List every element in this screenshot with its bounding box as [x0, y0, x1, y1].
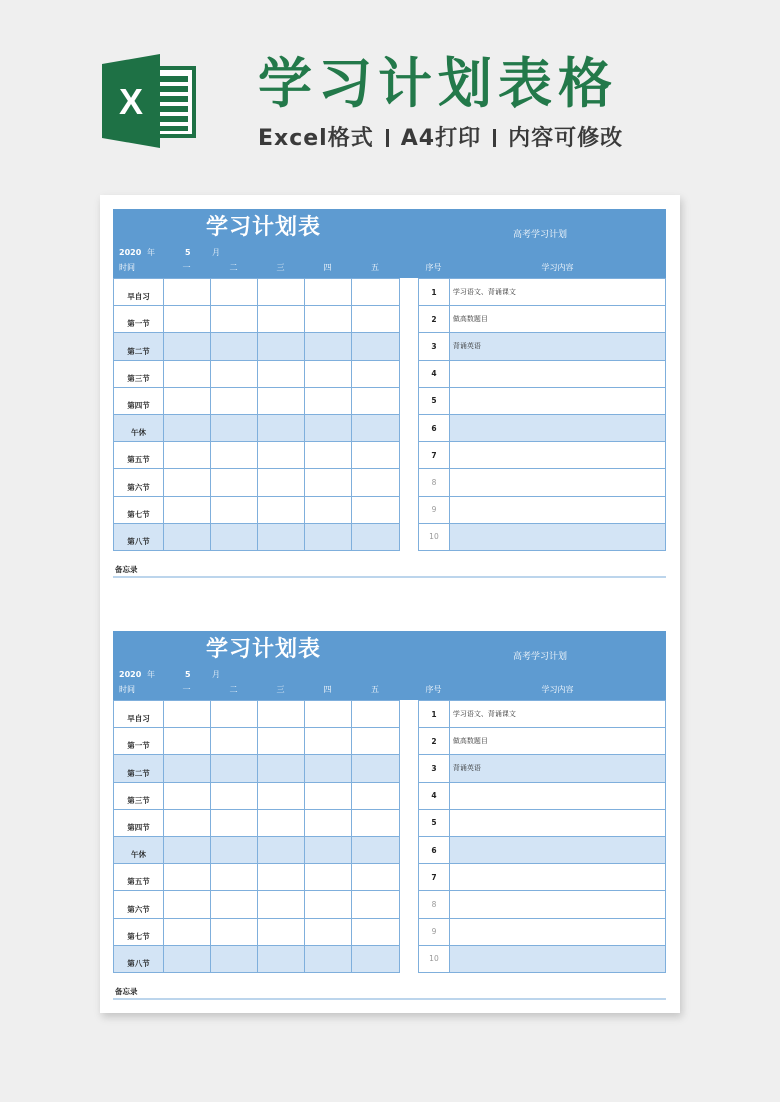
schedule-cell[interactable] — [305, 387, 352, 414]
memo-label: 备忘录 — [115, 565, 138, 574]
schedule-cell[interactable] — [164, 809, 211, 836]
plan-row-content[interactable]: 做高数题目 — [449, 728, 665, 755]
schedule-cell[interactable] — [164, 755, 211, 782]
plan-row-content[interactable] — [449, 414, 665, 441]
plan-row-number: 6 — [419, 414, 450, 441]
schedule-cell[interactable] — [352, 333, 400, 360]
schedule-cell[interactable] — [305, 945, 352, 972]
plan-row — [419, 701, 666, 728]
plan-row — [419, 809, 666, 836]
schedule-cell[interactable] — [352, 864, 400, 891]
schedule-cell[interactable] — [352, 306, 400, 333]
year-label: 年 — [147, 248, 155, 257]
plan-row — [419, 864, 666, 891]
plan-row-content[interactable]: 背诵英语 — [449, 755, 665, 782]
schedule-cell[interactable] — [258, 414, 305, 441]
plan-row-content[interactable] — [449, 469, 665, 496]
plan-row-number: 10 — [419, 523, 450, 550]
schedule-cell[interactable] — [305, 701, 352, 728]
schedule-cell[interactable] — [164, 306, 211, 333]
schedule-row — [114, 414, 400, 441]
plan-row-number: 2 — [419, 728, 450, 755]
schedule-cell[interactable] — [211, 891, 258, 918]
period-label: 午休 — [114, 414, 164, 441]
schedule-cell[interactable] — [305, 755, 352, 782]
schedule-cell[interactable] — [352, 360, 400, 387]
day-header-wed: 三 — [276, 263, 285, 272]
schedule-cell[interactable] — [352, 496, 400, 523]
hero-subtitle — [258, 124, 623, 154]
plan-row-content[interactable] — [449, 945, 665, 972]
period-label: 第五节 — [114, 442, 164, 469]
year-value[interactable]: 2020 — [119, 670, 142, 679]
schedule-cell[interactable] — [211, 523, 258, 550]
period-label: 第七节 — [114, 496, 164, 523]
study-plan-list — [418, 278, 666, 551]
plan-row-content[interactable] — [449, 496, 665, 523]
schedule-row — [114, 809, 400, 836]
period-label: 第八节 — [114, 523, 164, 550]
schedule-cell[interactable] — [211, 414, 258, 441]
schedule-cell[interactable] — [211, 469, 258, 496]
year-label: 年 — [147, 670, 155, 679]
schedule-cell[interactable] — [211, 836, 258, 863]
excel-logo-icon — [102, 54, 198, 148]
schedule-cell[interactable] — [352, 387, 400, 414]
plan-row-number: 2 — [419, 306, 450, 333]
weekly-schedule-grid — [113, 278, 400, 551]
day-header-tue: 二 — [229, 263, 238, 272]
schedule-cell[interactable] — [258, 945, 305, 972]
hero-title: 学习计划表格 — [258, 52, 618, 115]
schedule-cell[interactable] — [164, 333, 211, 360]
schedule-cell[interactable] — [258, 891, 305, 918]
schedule-cell[interactable] — [258, 387, 305, 414]
schedule-row — [114, 782, 400, 809]
plan-row — [419, 387, 666, 414]
plan-row-number: 1 — [419, 279, 450, 306]
schedule-cell[interactable] — [352, 782, 400, 809]
plan-row-number: 9 — [419, 496, 450, 523]
schedule-row — [114, 306, 400, 333]
schedule-cell[interactable] — [211, 945, 258, 972]
period-label: 第一节 — [114, 306, 164, 333]
schedule-cell[interactable] — [352, 809, 400, 836]
plan-row-number: 4 — [419, 782, 450, 809]
month-label: 月 — [212, 248, 220, 257]
schedule-cell[interactable] — [164, 279, 211, 306]
plan-row — [419, 891, 666, 918]
schedule-row — [114, 387, 400, 414]
plan-row — [419, 414, 666, 441]
study-plan-sheet — [113, 631, 666, 1003]
plan-row-content[interactable] — [449, 782, 665, 809]
schedule-cell[interactable] — [211, 387, 258, 414]
schedule-cell[interactable] — [211, 333, 258, 360]
schedule-cell[interactable] — [352, 728, 400, 755]
schedule-cell[interactable] — [164, 782, 211, 809]
schedule-cell[interactable] — [258, 728, 305, 755]
schedule-cell[interactable] — [305, 918, 352, 945]
plan-row — [419, 782, 666, 809]
period-label: 午休 — [114, 836, 164, 863]
day-header-fri: 五 — [371, 263, 379, 272]
day-header-tue: 二 — [229, 685, 238, 694]
schedule-row — [114, 728, 400, 755]
schedule-cell[interactable] — [211, 701, 258, 728]
sheet-header-band — [113, 631, 666, 700]
schedule-cell[interactable] — [164, 701, 211, 728]
memo-label: 备忘录 — [115, 987, 138, 996]
plan-row-number: 5 — [419, 809, 450, 836]
plan-row-content[interactable] — [449, 891, 665, 918]
plan-row — [419, 279, 666, 306]
schedule-cell[interactable] — [352, 414, 400, 441]
schedule-cell[interactable] — [305, 809, 352, 836]
schedule-cell[interactable] — [305, 360, 352, 387]
plan-row — [419, 755, 666, 782]
schedule-row — [114, 891, 400, 918]
plan-row-content[interactable] — [449, 918, 665, 945]
schedule-cell[interactable] — [211, 864, 258, 891]
plan-row-content[interactable]: 背诵英语 — [449, 333, 665, 360]
plan-row — [419, 360, 666, 387]
plan-row-content[interactable]: 学习语文、背诵课文 — [449, 279, 665, 306]
schedule-row — [114, 469, 400, 496]
study-plan-list — [418, 700, 666, 973]
schedule-cell[interactable] — [258, 306, 305, 333]
schedule-cell[interactable] — [164, 523, 211, 550]
schedule-row — [114, 442, 400, 469]
schedule-cell[interactable] — [164, 442, 211, 469]
study-plan-sheet — [113, 209, 666, 581]
schedule-row — [114, 701, 400, 728]
separator — [386, 129, 389, 147]
sheet-header-band — [113, 209, 666, 278]
schedule-row — [114, 755, 400, 782]
plan-row — [419, 496, 666, 523]
schedule-cell[interactable] — [305, 333, 352, 360]
period-label: 第一节 — [114, 728, 164, 755]
schedule-cell[interactable] — [352, 891, 400, 918]
schedule-cell[interactable] — [258, 836, 305, 863]
plan-row-number: 7 — [419, 442, 450, 469]
period-label: 第六节 — [114, 469, 164, 496]
day-header-thu: 四 — [323, 685, 332, 694]
schedule-cell[interactable] — [352, 701, 400, 728]
period-label: 第五节 — [114, 864, 164, 891]
content-header: 学习内容 — [541, 263, 574, 272]
schedule-cell[interactable] — [305, 414, 352, 441]
plan-title: 高考学习计划 — [513, 230, 568, 240]
plan-row-number: 1 — [419, 701, 450, 728]
schedule-cell[interactable] — [352, 279, 400, 306]
schedule-cell[interactable] — [164, 918, 211, 945]
schedule-cell[interactable] — [211, 306, 258, 333]
schedule-cell[interactable] — [352, 523, 400, 550]
schedule-cell[interactable] — [211, 728, 258, 755]
plan-row-number: 8 — [419, 891, 450, 918]
schedule-cell[interactable] — [258, 469, 305, 496]
memo-row[interactable] — [113, 564, 666, 578]
period-label: 第八节 — [114, 945, 164, 972]
schedule-cell[interactable] — [258, 360, 305, 387]
schedule-cell[interactable] — [352, 836, 400, 863]
schedule-cell[interactable] — [305, 306, 352, 333]
schedule-cell[interactable] — [211, 360, 258, 387]
plan-row — [419, 728, 666, 755]
plan-row-number: 7 — [419, 864, 450, 891]
schedule-row — [114, 918, 400, 945]
schedule-row — [114, 836, 400, 863]
schedule-cell[interactable] — [164, 414, 211, 441]
plan-row-number: 4 — [419, 360, 450, 387]
schedule-cell[interactable] — [258, 333, 305, 360]
plan-row-number: 8 — [419, 469, 450, 496]
document-page — [100, 195, 680, 1013]
sheet-title: 学习计划表 — [206, 215, 322, 240]
schedule-row — [114, 333, 400, 360]
period-label: 早自习 — [114, 701, 164, 728]
plan-row — [419, 945, 666, 972]
plan-row-content[interactable]: 做高数题目 — [449, 306, 665, 333]
schedule-cell[interactable] — [211, 809, 258, 836]
year-value[interactable]: 2020 — [119, 248, 142, 257]
schedule-cell[interactable] — [211, 442, 258, 469]
schedule-cell[interactable] — [164, 945, 211, 972]
separator — [493, 129, 496, 147]
period-label: 第七节 — [114, 918, 164, 945]
schedule-cell[interactable] — [305, 782, 352, 809]
schedule-cell[interactable] — [258, 864, 305, 891]
svg-text:X: X — [118, 81, 144, 122]
schedule-cell[interactable] — [164, 728, 211, 755]
schedule-cell[interactable] — [164, 360, 211, 387]
schedule-cell[interactable] — [258, 496, 305, 523]
day-header-wed: 三 — [276, 685, 285, 694]
plan-row-number: 5 — [419, 387, 450, 414]
schedule-cell[interactable] — [352, 442, 400, 469]
schedule-cell[interactable] — [305, 442, 352, 469]
period-label: 第四节 — [114, 809, 164, 836]
day-header-fri: 五 — [371, 685, 379, 694]
plan-row — [419, 836, 666, 863]
period-label: 第四节 — [114, 387, 164, 414]
schedule-cell[interactable] — [305, 836, 352, 863]
schedule-cell[interactable] — [258, 279, 305, 306]
schedule-cell[interactable] — [258, 442, 305, 469]
schedule-cell[interactable] — [352, 918, 400, 945]
schedule-cell[interactable] — [305, 728, 352, 755]
day-header-mon: 一 — [182, 263, 191, 272]
schedule-cell[interactable] — [352, 755, 400, 782]
plan-row-number: 3 — [419, 755, 450, 782]
memo-row[interactable] — [113, 986, 666, 1000]
content-header: 学习内容 — [541, 685, 574, 694]
schedule-cell[interactable] — [258, 755, 305, 782]
period-label: 第三节 — [114, 782, 164, 809]
schedule-row — [114, 523, 400, 550]
schedule-cell[interactable] — [352, 945, 400, 972]
plan-row-content[interactable] — [449, 809, 665, 836]
plan-row-content[interactable] — [449, 387, 665, 414]
schedule-cell[interactable] — [258, 523, 305, 550]
schedule-cell[interactable] — [211, 782, 258, 809]
hero-banner — [0, 0, 780, 190]
month-label: 月 — [212, 670, 220, 679]
subtitle-print: A4打印 — [400, 126, 482, 151]
plan-row-content[interactable] — [449, 442, 665, 469]
schedule-cell[interactable] — [258, 782, 305, 809]
plan-title: 高考学习计划 — [513, 652, 568, 662]
schedule-cell[interactable] — [211, 918, 258, 945]
plan-row-content[interactable] — [449, 864, 665, 891]
plan-row — [419, 469, 666, 496]
schedule-cell[interactable] — [305, 523, 352, 550]
schedule-cell[interactable] — [305, 864, 352, 891]
period-label: 第二节 — [114, 755, 164, 782]
time-header: 时间 — [119, 263, 135, 272]
plan-row — [419, 523, 666, 550]
plan-row — [419, 306, 666, 333]
no-header: 序号 — [425, 263, 442, 272]
period-label: 第三节 — [114, 360, 164, 387]
plan-row — [419, 918, 666, 945]
subtitle-editable: 内容可修改 — [508, 126, 624, 151]
weekly-schedule-grid — [113, 700, 400, 973]
schedule-cell[interactable] — [305, 469, 352, 496]
schedule-row — [114, 279, 400, 306]
plan-row-content[interactable] — [449, 836, 665, 863]
schedule-cell[interactable] — [305, 496, 352, 523]
schedule-cell[interactable] — [258, 701, 305, 728]
time-header: 时间 — [119, 685, 135, 694]
plan-row-number: 9 — [419, 918, 450, 945]
schedule-cell[interactable] — [164, 864, 211, 891]
no-header: 序号 — [425, 685, 442, 694]
schedule-cell[interactable] — [352, 469, 400, 496]
month-value[interactable]: 5 — [185, 248, 191, 257]
sheet-title: 学习计划表 — [206, 637, 322, 662]
schedule-cell[interactable] — [211, 755, 258, 782]
day-header-mon: 一 — [182, 685, 191, 694]
day-header-thu: 四 — [323, 263, 332, 272]
schedule-cell[interactable] — [211, 279, 258, 306]
period-label: 早自习 — [114, 279, 164, 306]
schedule-cell[interactable] — [164, 469, 211, 496]
schedule-cell[interactable] — [164, 387, 211, 414]
plan-row-content[interactable] — [449, 360, 665, 387]
schedule-row — [114, 496, 400, 523]
schedule-cell[interactable] — [258, 918, 305, 945]
schedule-row — [114, 360, 400, 387]
schedule-cell[interactable] — [164, 836, 211, 863]
schedule-row — [114, 864, 400, 891]
schedule-cell[interactable] — [164, 496, 211, 523]
plan-row — [419, 442, 666, 469]
plan-row-number: 10 — [419, 945, 450, 972]
schedule-cell[interactable] — [211, 496, 258, 523]
plan-row-number: 3 — [419, 333, 450, 360]
period-label: 第六节 — [114, 891, 164, 918]
subtitle-format: Excel格式 — [258, 126, 374, 151]
schedule-cell[interactable] — [305, 891, 352, 918]
period-label: 第二节 — [114, 333, 164, 360]
plan-row-number: 6 — [419, 836, 450, 863]
schedule-cell[interactable] — [258, 809, 305, 836]
schedule-cell[interactable] — [305, 279, 352, 306]
schedule-cell[interactable] — [164, 891, 211, 918]
schedule-row — [114, 945, 400, 972]
month-value[interactable]: 5 — [185, 670, 191, 679]
plan-row-content[interactable]: 学习语文、背诵课文 — [449, 701, 665, 728]
plan-row — [419, 333, 666, 360]
plan-row-content[interactable] — [449, 523, 665, 550]
